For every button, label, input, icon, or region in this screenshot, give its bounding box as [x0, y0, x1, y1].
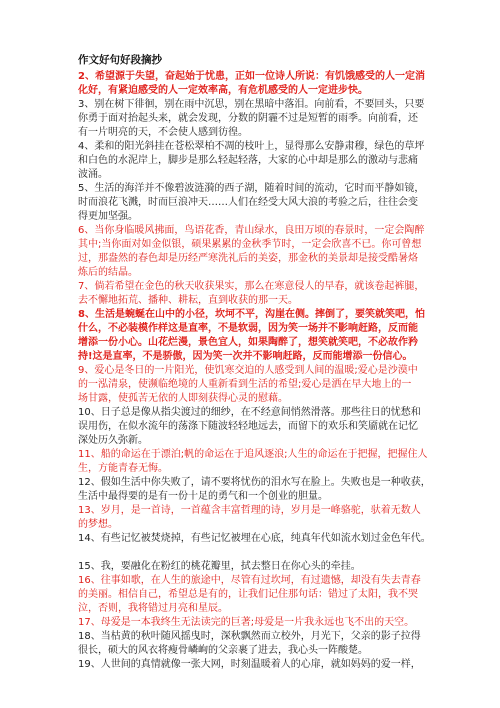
paragraph-line: 11、船的命运在于漂泊;帆的命运在于追风逐浪;人生的命运在于把握，把握住人	[78, 449, 428, 460]
paragraph-line: 增添一份小心。山花烂漫，景色宜人，如果陶醉了，想笑就笑吧，不必故作矜	[78, 337, 418, 348]
paragraph-19	[78, 658, 438, 672]
paragraph-line: 10、日子总是像从指尖渡过的细纱，在不经意间悄然滑落。那些往日的忧愁和	[78, 407, 421, 418]
paragraph-line: 时而浪花飞溅，时而巨浪冲天……人们在经受大风大浪的考验之后，往往会变	[78, 197, 418, 208]
paragraph-3	[78, 98, 438, 140]
paragraph-line: 生，方能青春无悔。	[78, 463, 168, 474]
paragraph-line: 其中;当你面对如金似银，硕果累累的金秋季节时，一定会欣喜不已。你可曾想	[78, 239, 422, 250]
paragraph-line: 误用伤，在似水流年的荡涤下随波轻轻地远去，而留下的欢乐和笑靥就在记忆	[78, 421, 418, 432]
paragraph-line: 炼后的结晶。	[78, 267, 138, 278]
paragraph-18	[78, 630, 438, 658]
paragraph-line: 6、当你身临暖风拂面，鸟语花香，青山绿水，良田万顷的春景时，一定会陶醉	[78, 225, 425, 236]
paragraph-line: 2、希望源于失望，奋起始于忧患，正如一位诗人所说：有饥饿感受的人一定消	[78, 71, 425, 82]
paragraph-line: 波涌。	[78, 169, 108, 180]
paragraph-line: 过，那盎然的春色却是历经严寒洗礼后的美姿，那金秋的美景却是接受酷暑烙	[78, 253, 418, 264]
paragraph-15	[78, 560, 438, 574]
paragraph-line: 有一片明亮的天，不会使人感到彷徨。	[78, 127, 248, 138]
paragraph-line: 泣，否则，我将错过月亮和星辰。	[78, 603, 228, 614]
paragraph-12	[78, 476, 438, 504]
paragraph-line: 7、倘若希望在金色的秋天收获果实，那么在寒意侵人的早春，就该卷起裤腿，	[78, 281, 425, 292]
paragraph-13	[78, 504, 438, 532]
paragraph-10	[78, 406, 438, 448]
paragraph-line: 18、当枯黄的秋叶随风摇曳时，深秋飘然而立校外，月光下，父亲的影子拉得	[78, 631, 421, 642]
paragraph-line: 9、爱心是冬日的一片阳光，使饥寒交迫的人感受到人间的温暖;爱心是沙漠中	[78, 365, 418, 376]
paragraph-17	[78, 616, 438, 630]
paragraph-14	[78, 532, 438, 546]
document-title: 作文好句好段摘抄	[78, 54, 162, 66]
paragraph-line: 12、假如生活中你失败了，请不要将忧伤的泪水写在脸上。失败也是一种收获，	[78, 477, 431, 488]
paragraph-line: 14、有些记忆被焚烧掉，有些记忆被埋在心底，纯真年代如流水划过金色年代。	[78, 533, 431, 544]
paragraph-line: 很长，硕大的风衣将瘦骨嶙峋的父亲裹了进去，我心头一阵酸楚。	[78, 645, 368, 656]
paragraph-line: 什么，不必装模作样这是直率，不是软弱，因为笑一场并不影响赶路，反而能	[78, 323, 418, 334]
paragraph-line: 场甘露，使孤苦无依的人即刻获得心灵的慰藉。	[78, 393, 288, 404]
paragraph-line: 的梦想。	[78, 519, 118, 530]
paragraph-line: 得更加坚强。	[78, 211, 138, 222]
paragraph-line: 17、母爱是一本我终生无法读完的巨著;母爱是一片我永远也飞不出的天空。	[78, 617, 415, 628]
paragraph-line: 19、人世间的真情就像一张大网，时刻温暖着人的心扉，就如妈妈的爱一样，	[78, 659, 421, 670]
paragraph-9	[78, 364, 438, 406]
paragraph-line: 生活中最得要的是有一份十足的勇气和一个创业的胆量。	[78, 491, 328, 502]
paragraph-line: 5、生活的海洋并不像碧波涟漪的西子湖，随着时间的流动，它时而平静如镜，	[78, 183, 425, 194]
paragraph-line: 3、别在树下徘徊，别在雨中沉思，别在黑暗中落泪。向前看，不要回头，只要	[78, 99, 425, 110]
paragraph-7	[78, 280, 438, 308]
paragraph-line: 深处历久弥新。	[78, 435, 148, 446]
paragraph-line: 13、岁月，是一首诗，一首蕴含丰富哲理的诗，岁月是一峰骆驼，驮着无数人	[78, 505, 421, 516]
paragraph-line: 去不懈地拓荒、播种、耕耘，直到收获的那一天。	[78, 295, 298, 306]
paragraph-11	[78, 448, 438, 476]
paragraph-line: 化好，有紧迫感受的人一定效率高，有危机感受的人一定进步快。	[78, 85, 368, 96]
paragraph-4	[78, 140, 438, 182]
paragraph-16	[78, 574, 438, 616]
paragraph-line: 15、我，要融化在粉红的桃花瓣里，拭去整日在你心头的牵挂。	[78, 561, 361, 572]
paragraph-line: 的美丽。相信自己，希望总是有的，让我们记住那句话：错过了太阳，我不哭	[78, 589, 418, 600]
paragraph-2	[78, 70, 438, 98]
paragraph-6	[78, 224, 438, 280]
paragraph-line: 4、柔和的阳光斜挂在苍松翠柏不凋的枝叶上，显得那么安静肃穆，绿色的草坪	[78, 141, 425, 152]
paragraph-line: 你勇于面对抬起头来，就会发现，分数的阴霾不过是短暂的雨季。向前看，还	[78, 113, 418, 124]
paragraph-line: 的一泓清泉，使濒临绝境的人重新看到生活的希望;爱心是洒在早大地上的一	[78, 379, 412, 390]
paragraph-line: 和白色的水泥岸上，脚步是那么轻起轻落，大家的心中却是那么的激动与悲痛	[78, 155, 418, 166]
paragraph-line: 持!这是直率，不是骄傲，因为笑一次并不影响赶路，反而能增添一份信心。	[78, 351, 413, 362]
paragraph-8	[78, 308, 438, 364]
paragraph-line: 8、生活是蜿蜒在山中的小径，坎坷不平，沟崖在侧。摔倒了，要笑就笑吧，怕	[78, 309, 425, 320]
paragraph-line: 16、往事如歌，在人生的旅途中，尽管有过坎坷，有过遗憾，却没有失去青春	[78, 575, 421, 586]
paragraph-5	[78, 182, 438, 224]
